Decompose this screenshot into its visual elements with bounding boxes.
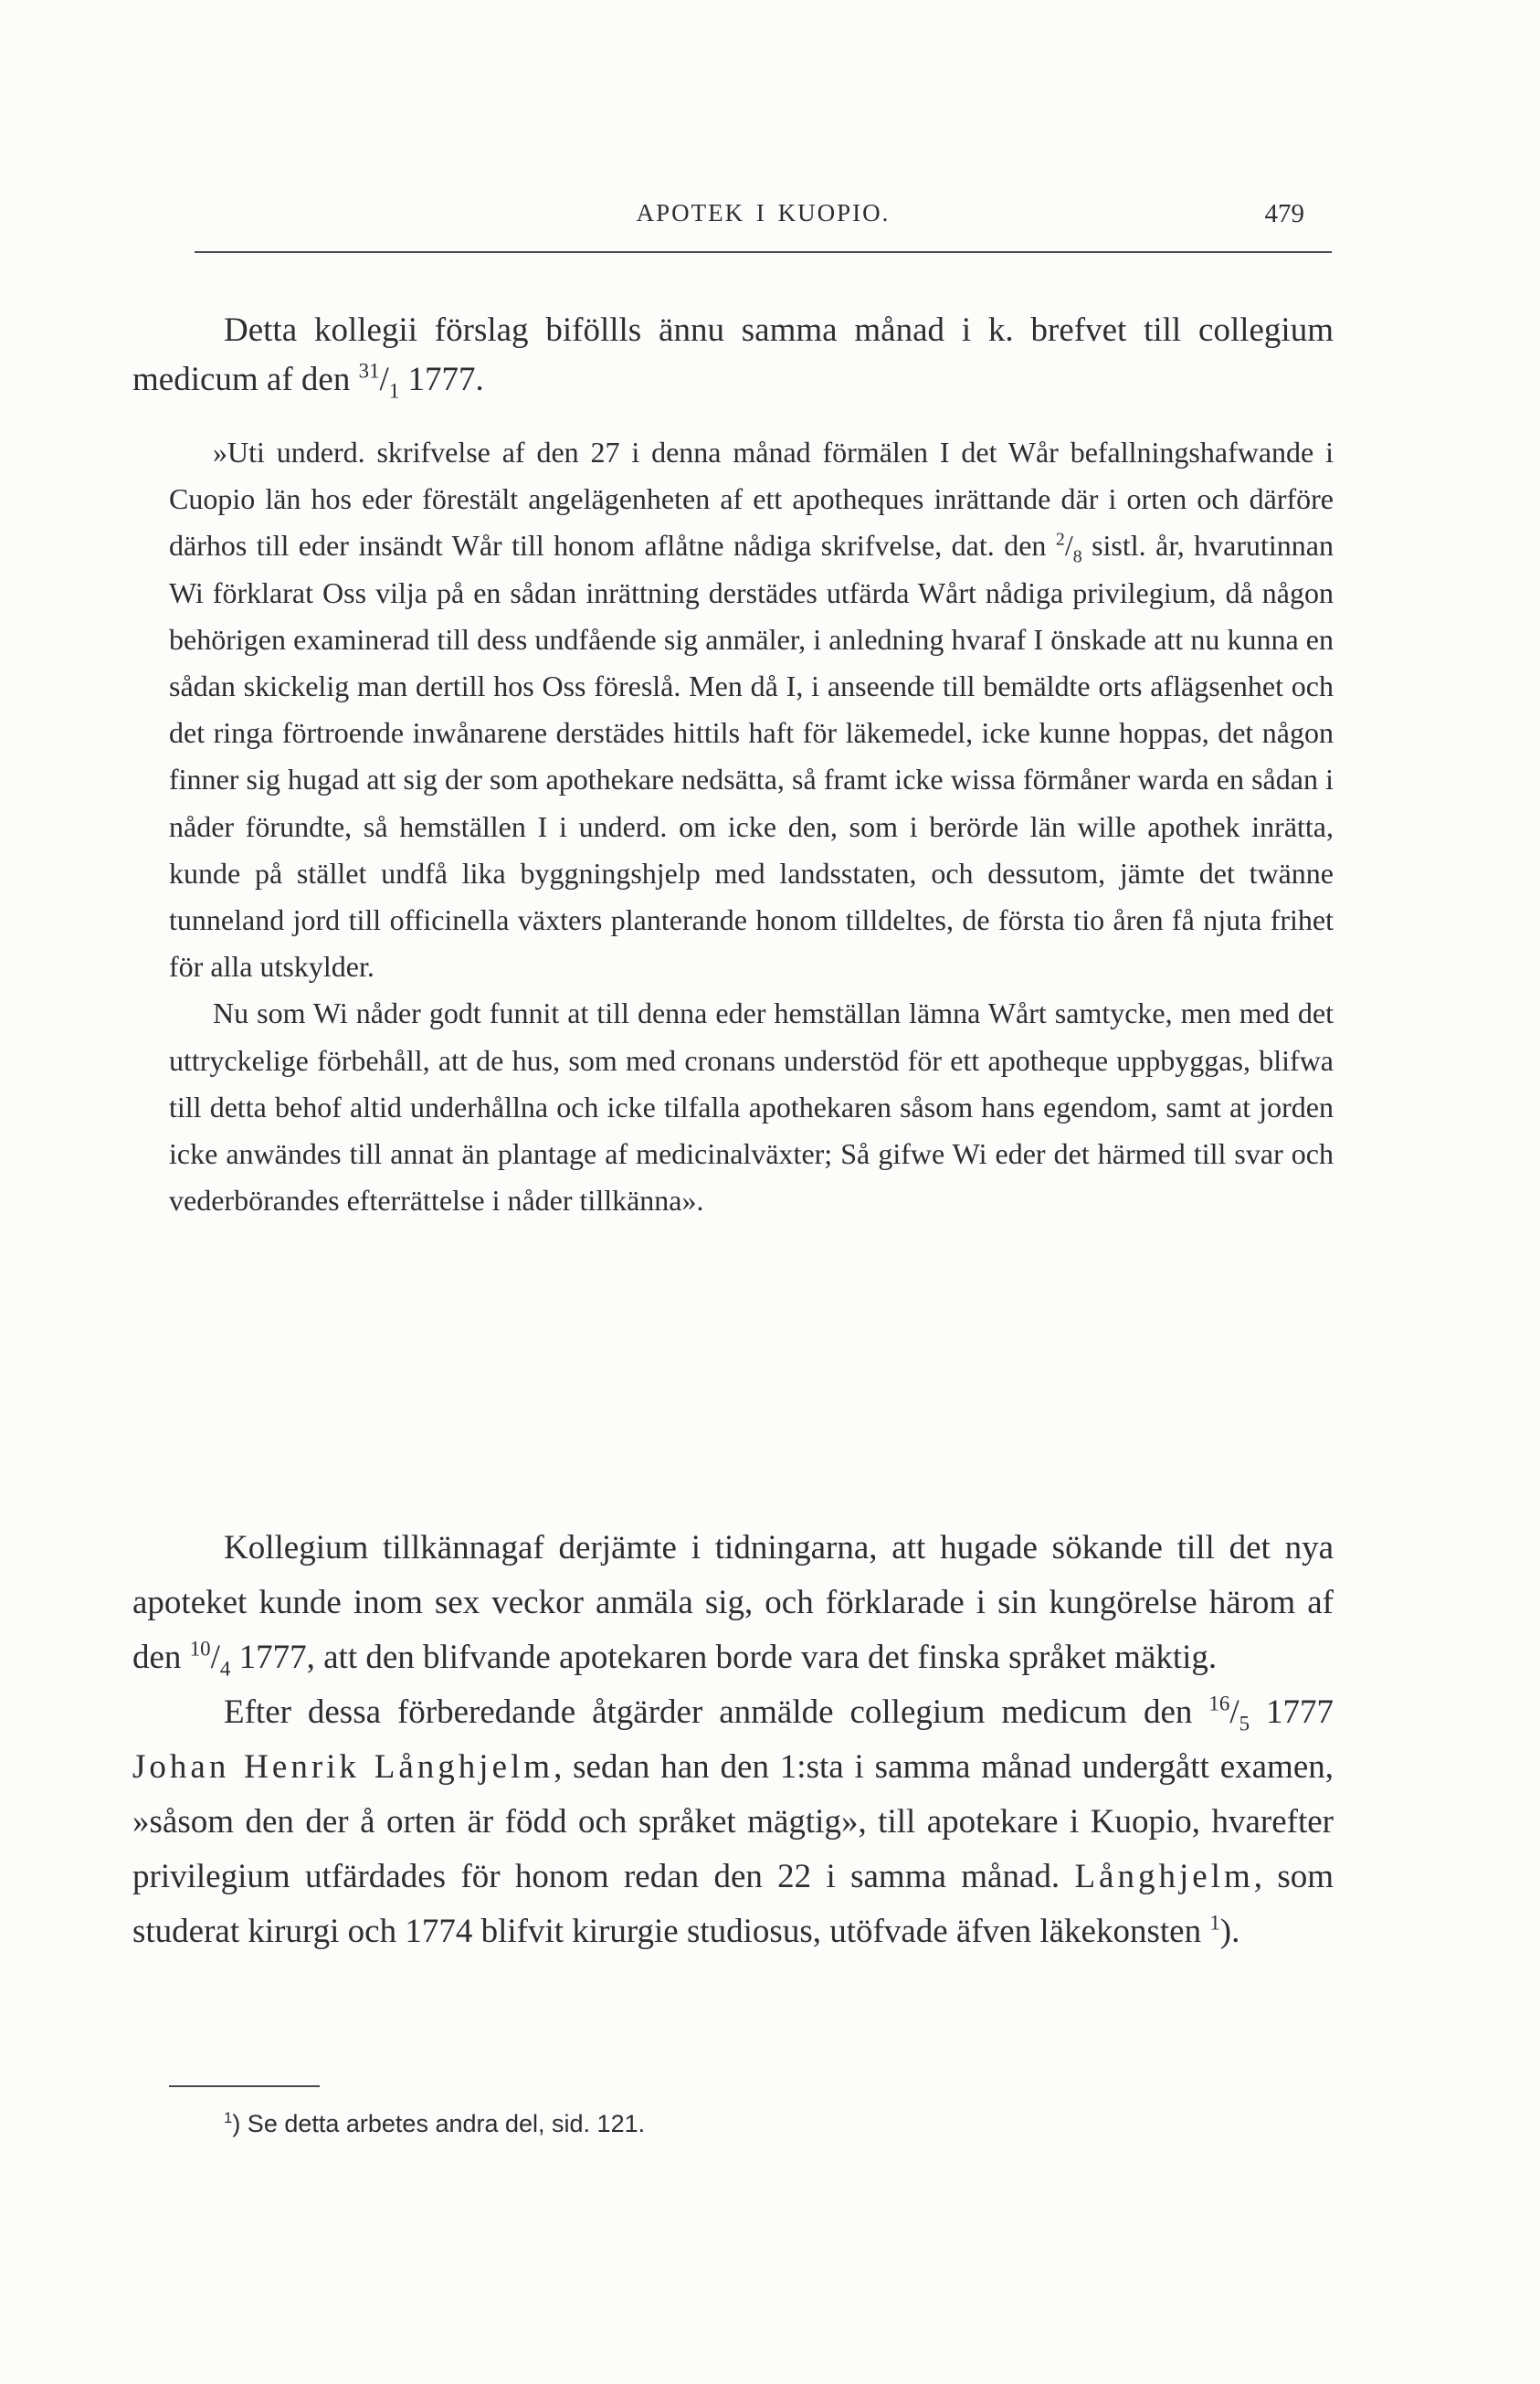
body-paragraph: Efter dessa förberedande åtgärder anmälde collegium medicum den $^{16}/_5$ 1777 Johan Henrik Långhjelm, sedan han den 1:sta i samma månad undergått examen, »såsom den der å orten är född och språket mägtig», till apotekare i Kuopio, hvarefter privilegium utfärdades för honom redan den 22 i samma månad. Långhjelm, som studerat kirurgi och 1774 blifvit kirurgie studiosus, utöfvade äfven läkekonsten $^1$). <box>132 1692 1334 1950</box>
date-numerator: 16 <box>1208 1692 1230 1715</box>
intro-paragraph: Detta kollegii förslag biföllls ännu samma månad i k. brefvet till collegium medicum af den $^{31}/_1$ 1777. <box>132 311 1334 403</box>
quote-paragraph: Nu som Wi nåder godt funnit at till denna eder hemställan lämna Wårt samtycke, men med det uttryckelige förbehåll, att de hus, som med cronans understöd för ett apotheque uppbyggas, blifwa till detta behof altid underhållna och icke tilfalla apothekaren såsom hans egendom, samt at jorden icke anwändes till annat än plantage af medicinalväxter; Så gifwe Wi eder det härmed till svar och vederbörandes efterrättelse i nåder tillkänna». <box>169 997 1334 1218</box>
header-rule <box>195 251 1332 253</box>
date-numerator: 10 <box>189 1637 211 1661</box>
date-denominator: 8 <box>1072 546 1082 567</box>
intro-text-end: 1777. <box>399 361 484 398</box>
body-section <box>132 1521 1334 1959</box>
body-text-continued: , som studerat kirurgi och 1774 blifvit kirurgie studiosus, utöfvade äfven läkekonsten <box>132 1858 1334 1950</box>
body-text: Kollegium tillkännagaf derjämte i tidningarna, att hugade sökande till det nya apoteket kunde inom sex veckor anmäla sig, och förklarade i sin kungörelse härom af den <box>132 1529 1334 1676</box>
intro-section <box>132 306 1334 405</box>
page-number: 479 <box>1264 199 1304 228</box>
running-header <box>195 192 1332 228</box>
date-denominator: 5 <box>1239 1712 1250 1735</box>
intro-text: Detta kollegii förslag biföllls ännu samma månad i k. brefvet till collegium medicum af den <box>132 311 1334 398</box>
person-surname: Långhjelm <box>1074 1858 1254 1895</box>
date-numerator: 31 <box>358 359 380 383</box>
footnote <box>224 2110 1229 2138</box>
footnote-reference: 1 <box>1209 1911 1220 1935</box>
body-text-end: ). <box>1219 1913 1240 1950</box>
date-denominator: 4 <box>219 1657 231 1681</box>
body-text-continued: 1777 <box>1250 1693 1334 1731</box>
body-text: Efter dessa förberedande åtgärder anmälde collegium medicum den <box>224 1693 1209 1731</box>
date-denominator: 1 <box>388 379 400 403</box>
quote-text-continued: sistl. år, hvarutinnan Wi förklarat Oss vilja på en sådan inrättning derstädes utfärda Wårt nådiga privilegium, då någon behörigen examinerad till dess undfående sig anmäler, i anledning hvaraf I önskade att nu kunna en sådan skickelig man dertill hos Oss föreslå. Men då I, i anseende till bemäldte orts aflägsenhet och det ringa förtroende inwånarene derstädes hittils haft för läkemedel, icke kunne hoppas, det någon finner sig hugad att sig der som apothekare nedsätta, så framt icke wissa förmåner warda en sådan i nåder förundte, så hemställen I i underd. om icke den, som i berörde län wille apothek inrätta, kunde på stället undfå lika byggningshjelp med landsstaten, och dessutom, jämte det twänne tunneland jord till officinella växters planterande honom tilldeltes, de första tio åren få njuta frihet för alla utskylder. <box>169 529 1334 984</box>
body-text-continued: , sedan han den 1:sta i samma månad undergått examen, »såsom den der å orten är född och språket mägtig», till apotekare i Kuopio, hvarefter privilegium utfärdades för honom redan den 22 i samma månad. <box>132 1748 1334 1895</box>
royal-letter-quote <box>169 429 1334 1224</box>
footnote-rule <box>169 2085 320 2087</box>
quote-text: »Uti underd. skrifvelse af den 27 i denna månad förmälen I det Wår befallningshafwande i Cuopio län hos eder förestält angelägenheten af ett apotheques inrättande där i orten och därföre därhos till eder insändt Wår till honom aflåtne nådiga skrifvelse, dat. den <box>169 436 1334 563</box>
body-text-continued: 1777, att den blifvande apotekaren borde vara det finska språket mäktig. <box>230 1639 1218 1676</box>
footnote-mark: 1 <box>224 2109 233 2126</box>
body-paragraph: Kollegium tillkännagaf derjämte i tidningarna, att hugade sökande till det nya apoteket kunde inom sex veckor anmäla sig, och förklarade i sin kungörelse härom af den $^{10}/_4$ 1777, att den blifvande apotekaren borde vara det finska språket mäktig. <box>132 1529 1334 1681</box>
person-name: Johan Henrik Långhjelm <box>132 1748 554 1786</box>
quote-paragraph: »Uti underd. skrifvelse af den 27 i denna månad förmälen I det Wår befallningshafwande i Cuopio län hos eder förestält angelägenheten af ett apotheques inrättande där i orten och därföre därhos till eder insändt Wår till honom aflåtne nådiga skrifvelse, dat. den $^2/_8$ sistl. år, hvarutinnan Wi förklarat Oss vilja på en sådan inrättning derstädes utfärda Wårt nådiga privilegium, då någon behörigen examinerad till dess undfående sig anmäler, i anledning hvaraf I önskade att nu kunna en sådan skickelig man dertill hos Oss föreslå. Men då I, i anseende till bemäldte orts aflägsenhet och det ringa förtroende inwånarene derstädes hittils haft för läkemedel, icke kunne hoppas, det någon finner sig hugad att sig der som apothekare nedsätta, så framt icke wissa förmåner warda en sådan i nåder förundte, så hemställen I i underd. om icke den, som i berörde län wille apothek inrätta, kunde på stället undfå lika byggningshjelp med landsstaten, och dessutom, jämte det twänne tunneland jord till officinella växters planterande honom tilldeltes, de första tio åren få njuta frihet för alla utskylder. <box>169 436 1334 984</box>
running-title: APOTEK I KUOPIO. <box>636 199 891 227</box>
date-numerator: 2 <box>1055 529 1065 550</box>
footnote-text: ) Se detta arbetes andra del, sid. 121. <box>232 2110 646 2137</box>
